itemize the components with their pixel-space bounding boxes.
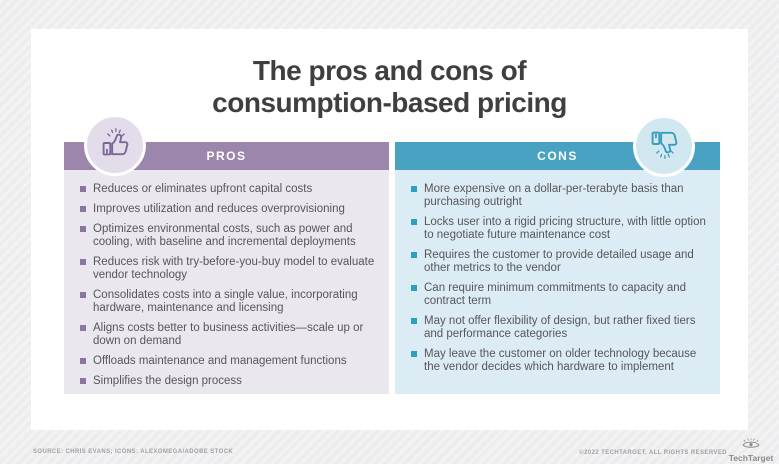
- brand-name: TechTarget: [728, 453, 774, 463]
- source-credit: SOURCE: CHRIS EVANS; ICONS: ALEXOMEGA/ADOBE STOCK: [33, 449, 234, 455]
- list-item: Reduces or eliminates upfront capital costs: [80, 183, 377, 196]
- list-item: Can require minimum commitments to capacity and contract term: [411, 282, 708, 308]
- list-item: Offloads maintenance and management functions: [80, 355, 377, 368]
- list-item: Optimizes environmental costs, such as power and cooling, with baseline and incremental deployments: [80, 223, 377, 249]
- infographic-card: [31, 29, 748, 430]
- thumbs-down-icon: [645, 125, 683, 168]
- eye-icon: [741, 437, 761, 453]
- pros-panel: [64, 170, 389, 394]
- cons-panel: [395, 170, 720, 394]
- page-title: [31, 55, 748, 119]
- copyright-text: ©2022 TECHTARGET, ALL RIGHTS RESERVED: [579, 450, 727, 456]
- list-item: More expensive on a dollar-per-terabyte basis than purchasing outright: [411, 183, 708, 209]
- list-item: Consolidates costs into a single value, incorporating hardware, maintenance and licensing: [80, 289, 377, 315]
- cons-badge: [633, 115, 695, 177]
- pros-column: [64, 142, 389, 394]
- cons-list: [411, 183, 708, 374]
- cons-column: [395, 142, 720, 394]
- list-item: May not offer flexibility of design, but rather fixed tiers and performance categories: [411, 315, 708, 341]
- list-item: Improves utilization and reduces overprovisioning: [80, 203, 377, 216]
- pros-list: [80, 183, 377, 388]
- list-item: Requires the customer to provide detailed usage and other metrics to the vendor: [411, 249, 708, 275]
- list-item: Reduces risk with try-before-you-buy model to evaluate vendor technology: [80, 256, 377, 282]
- techtarget-logo: [727, 437, 775, 463]
- pros-badge: [84, 114, 146, 176]
- list-item: Simplifies the design process: [80, 375, 377, 388]
- thumbs-up-icon: [96, 124, 134, 167]
- page-title-line1: The pros and cons of: [252, 55, 527, 86]
- page-title-line2: consumption-based pricing: [212, 86, 567, 118]
- list-item: May leave the customer on older technology because the vendor decides which hardware to implement: [411, 348, 708, 374]
- cons-header: CONS: [395, 142, 720, 170]
- pros-header: PROS: [64, 142, 389, 170]
- list-item: Aligns costs better to business activities—scale up or down on demand: [80, 322, 377, 348]
- list-item: Locks user into a rigid pricing structure, with little option to negotiate future maintenance cost: [411, 216, 708, 242]
